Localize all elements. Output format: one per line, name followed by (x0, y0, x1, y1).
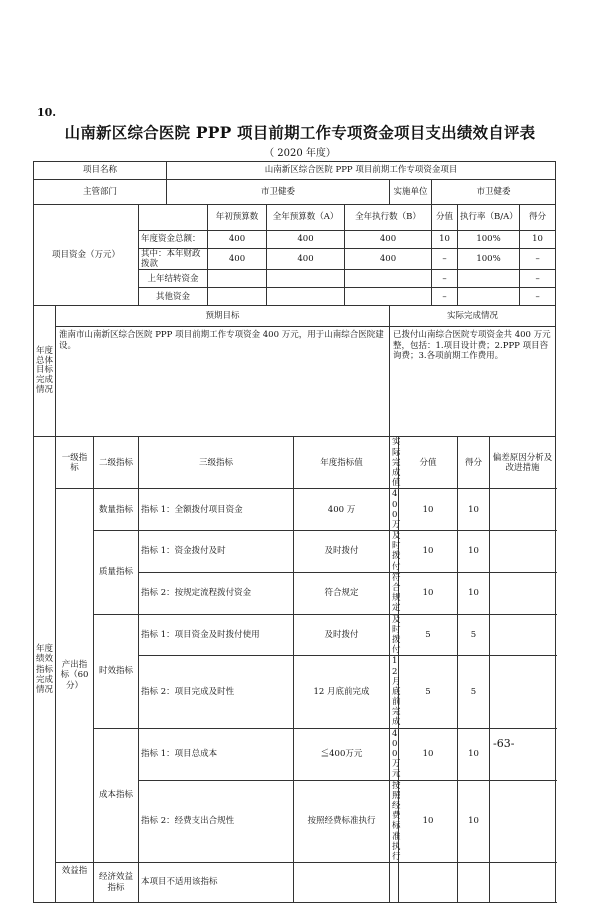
department-value: 市卫健委 (167, 180, 390, 205)
indicator-actual: 400 万元 (390, 728, 399, 780)
indicator-name: 指标 2：项目完成及时性 (139, 656, 294, 728)
funds-cell: 400 (345, 231, 432, 249)
funds-cell: 400 (208, 231, 267, 249)
indicator-reason (490, 572, 556, 614)
funds-cell (458, 288, 520, 306)
benefit-empty (399, 863, 458, 903)
indicator-target: 按照经费标准执行 (294, 780, 390, 863)
funds-cell: – (432, 288, 458, 306)
indicators-header-target: 年度指标值 (294, 437, 390, 489)
project-name-row (34, 162, 556, 180)
cost-indicator-label: 成本指标 (94, 728, 139, 862)
indicator-target: ≦400万元 (294, 728, 390, 780)
indicator-name: 指标 2：经费支出合规性 (139, 780, 294, 863)
department-row (34, 180, 556, 205)
funds-cell: 10 (520, 231, 556, 249)
funds-header-score-value: 分值 (432, 205, 458, 231)
indicator-score: 10 (458, 572, 490, 614)
implementing-unit-label: 实施单位 (390, 180, 432, 205)
funds-header-row (34, 205, 556, 231)
indicator-score: 5 (458, 656, 490, 728)
indicator-value: 10 (399, 572, 458, 614)
funds-cell: – (520, 249, 556, 270)
indicator-score: 10 (458, 531, 490, 573)
indicator-target: 及时拨付 (294, 614, 390, 656)
benefit-row (34, 863, 556, 903)
indicator-reason (490, 780, 556, 863)
goals-expected-text: 淮南市山南新区综合医院 PPP 项目前期工作专项资金 400 万元，用于山南综合医院建设。 (56, 327, 390, 437)
funds-cell: 400 (345, 249, 432, 270)
goals-header-row (34, 306, 556, 327)
sequence-number: 10. (37, 106, 57, 119)
indicator-score: 10 (458, 780, 490, 863)
indicators-side-label: 年度绩效指标完成情况 (34, 437, 56, 903)
indicator-target: 及时拨付 (294, 531, 390, 573)
funds-header-annual-budget: 全年预算数（A） (267, 205, 345, 231)
indicator-name: 指标 1：全额拨付项目资金 (139, 489, 294, 531)
indicator-name: 指标 1：项目资金及时拨付使用 (139, 614, 294, 656)
indicator-value: 10 (399, 780, 458, 863)
indicator-target: 12 月底前完成 (294, 656, 390, 728)
indicator-reason (490, 656, 556, 728)
benefit-empty (390, 863, 399, 903)
funds-header-rate: 执行率（B/A） (458, 205, 520, 231)
funds-cell (345, 270, 432, 288)
funds-cell (345, 288, 432, 306)
indicator-actual: 及时拨付 (390, 531, 399, 573)
indicator-value: 10 (399, 489, 458, 531)
funds-cell: 100% (458, 249, 520, 270)
output-indicator-label: 产出指标（60分） (56, 489, 94, 863)
goals-content-row (34, 327, 556, 437)
funds-cell: 400 (267, 231, 345, 249)
benefit-indicator-label: 效益指 (56, 863, 94, 903)
indicator-row (34, 531, 556, 573)
page-title: 山南新区综合医院 PPP 项目前期工作专项资金项目支出绩效自评表 (64, 123, 536, 142)
indicator-value: 10 (399, 728, 458, 780)
indicator-reason (490, 614, 556, 656)
indicator-name: 指标 1：资金拨付及时 (139, 531, 294, 573)
funds-cell: 400 (267, 249, 345, 270)
page-number: -63- (493, 737, 515, 750)
economic-benefit-label: 经济效益指标 (94, 863, 139, 903)
goals-actual-header: 实际完成情况 (390, 306, 556, 327)
funds-header-initial-budget: 年初预算数 (208, 205, 267, 231)
department-label: 主管部门 (34, 180, 167, 205)
indicator-row (34, 614, 556, 656)
indicator-actual: 12 月底前完成 (390, 656, 399, 728)
indicator-value: 5 (399, 614, 458, 656)
funds-cell: – (520, 288, 556, 306)
indicator-actual: 400 万 (390, 489, 399, 531)
indicator-target: 符合规定 (294, 572, 390, 614)
funds-cell (267, 288, 345, 306)
indicator-score: 10 (458, 489, 490, 531)
funds-cell (208, 288, 267, 306)
time-indicator-label: 时效指标 (94, 614, 139, 728)
indicator-value: 5 (399, 656, 458, 728)
goals-side-label: 年度总体目标完成情况 (34, 306, 56, 437)
funds-header-blank (139, 205, 208, 231)
economic-benefit-text: 本项目不适用该指标 (139, 863, 294, 903)
funds-cell (208, 270, 267, 288)
indicator-reason (490, 728, 556, 780)
benefit-empty (294, 863, 390, 903)
indicator-actual: 符合规定 (390, 572, 399, 614)
funds-header-score: 得分 (520, 205, 556, 231)
indicators-header-score: 得分 (458, 437, 490, 489)
indicator-score: 10 (458, 728, 490, 780)
self-evaluation-table (33, 161, 556, 903)
indicators-header-score-value: 分值 (399, 437, 458, 489)
indicator-target: 400 万 (294, 489, 390, 531)
funds-cell: – (432, 270, 458, 288)
funds-cell: – (432, 249, 458, 270)
funds-cell (267, 270, 345, 288)
implementing-unit-value: 市卫健委 (432, 180, 556, 205)
indicator-value: 10 (399, 531, 458, 573)
indicator-actual: 及时拨付 (390, 614, 399, 656)
funds-cell (458, 270, 520, 288)
indicator-row (34, 728, 556, 780)
indicator-row (34, 489, 556, 531)
funds-cell: 400 (208, 249, 267, 270)
indicators-header-actual: 实际完成值 (390, 437, 399, 489)
funds-row-label: 其中：本年财政拨款 (139, 249, 208, 270)
indicator-reason (490, 531, 556, 573)
goals-actual-text: 已拨付山南综合医院专项资金共 400 万元整，包括：1.项目设计费；2.PPP 项目咨询费；3.各项前期工作费用。 (390, 327, 556, 437)
funds-cell: 10 (432, 231, 458, 249)
indicators-header-l2: 二级指标 (94, 437, 139, 489)
goals-expected-header: 预期目标 (56, 306, 390, 327)
benefit-empty (490, 863, 556, 903)
funds-row-label: 其他资金 (139, 288, 208, 306)
benefit-empty (458, 863, 490, 903)
indicator-name: 指标 2：按规定流程拨付资金 (139, 572, 294, 614)
funds-row-label: 年度资金总额： (139, 231, 208, 249)
quality-indicator-label: 质量指标 (94, 531, 139, 615)
indicator-name: 指标 1：项目总成本 (139, 728, 294, 780)
quantity-indicator-label: 数量指标 (94, 489, 139, 531)
year-label: （ 2020 年度） (264, 148, 336, 159)
project-name-value: 山南新区综合医院 PPP 项目前期工作专项资金项目 (167, 162, 556, 180)
project-name-label: 项目名称 (34, 162, 167, 180)
indicator-score: 5 (458, 614, 490, 656)
funds-header-executed: 全年执行数（B） (345, 205, 432, 231)
indicators-header-l3: 三级指标 (139, 437, 294, 489)
indicators-header-reason: 偏差原因分析及改进措施 (490, 437, 556, 489)
funds-cell: 100% (458, 231, 520, 249)
funds-cell: – (520, 270, 556, 288)
indicator-reason (490, 489, 556, 531)
indicators-header-l1: 一级指标 (56, 437, 94, 489)
funds-label: 项目资金（万元） (34, 205, 139, 306)
funds-row-label: 上年结转资金 (139, 270, 208, 288)
indicators-header-row (34, 437, 556, 489)
indicator-actual: 按照经费标准执行 (390, 780, 399, 863)
